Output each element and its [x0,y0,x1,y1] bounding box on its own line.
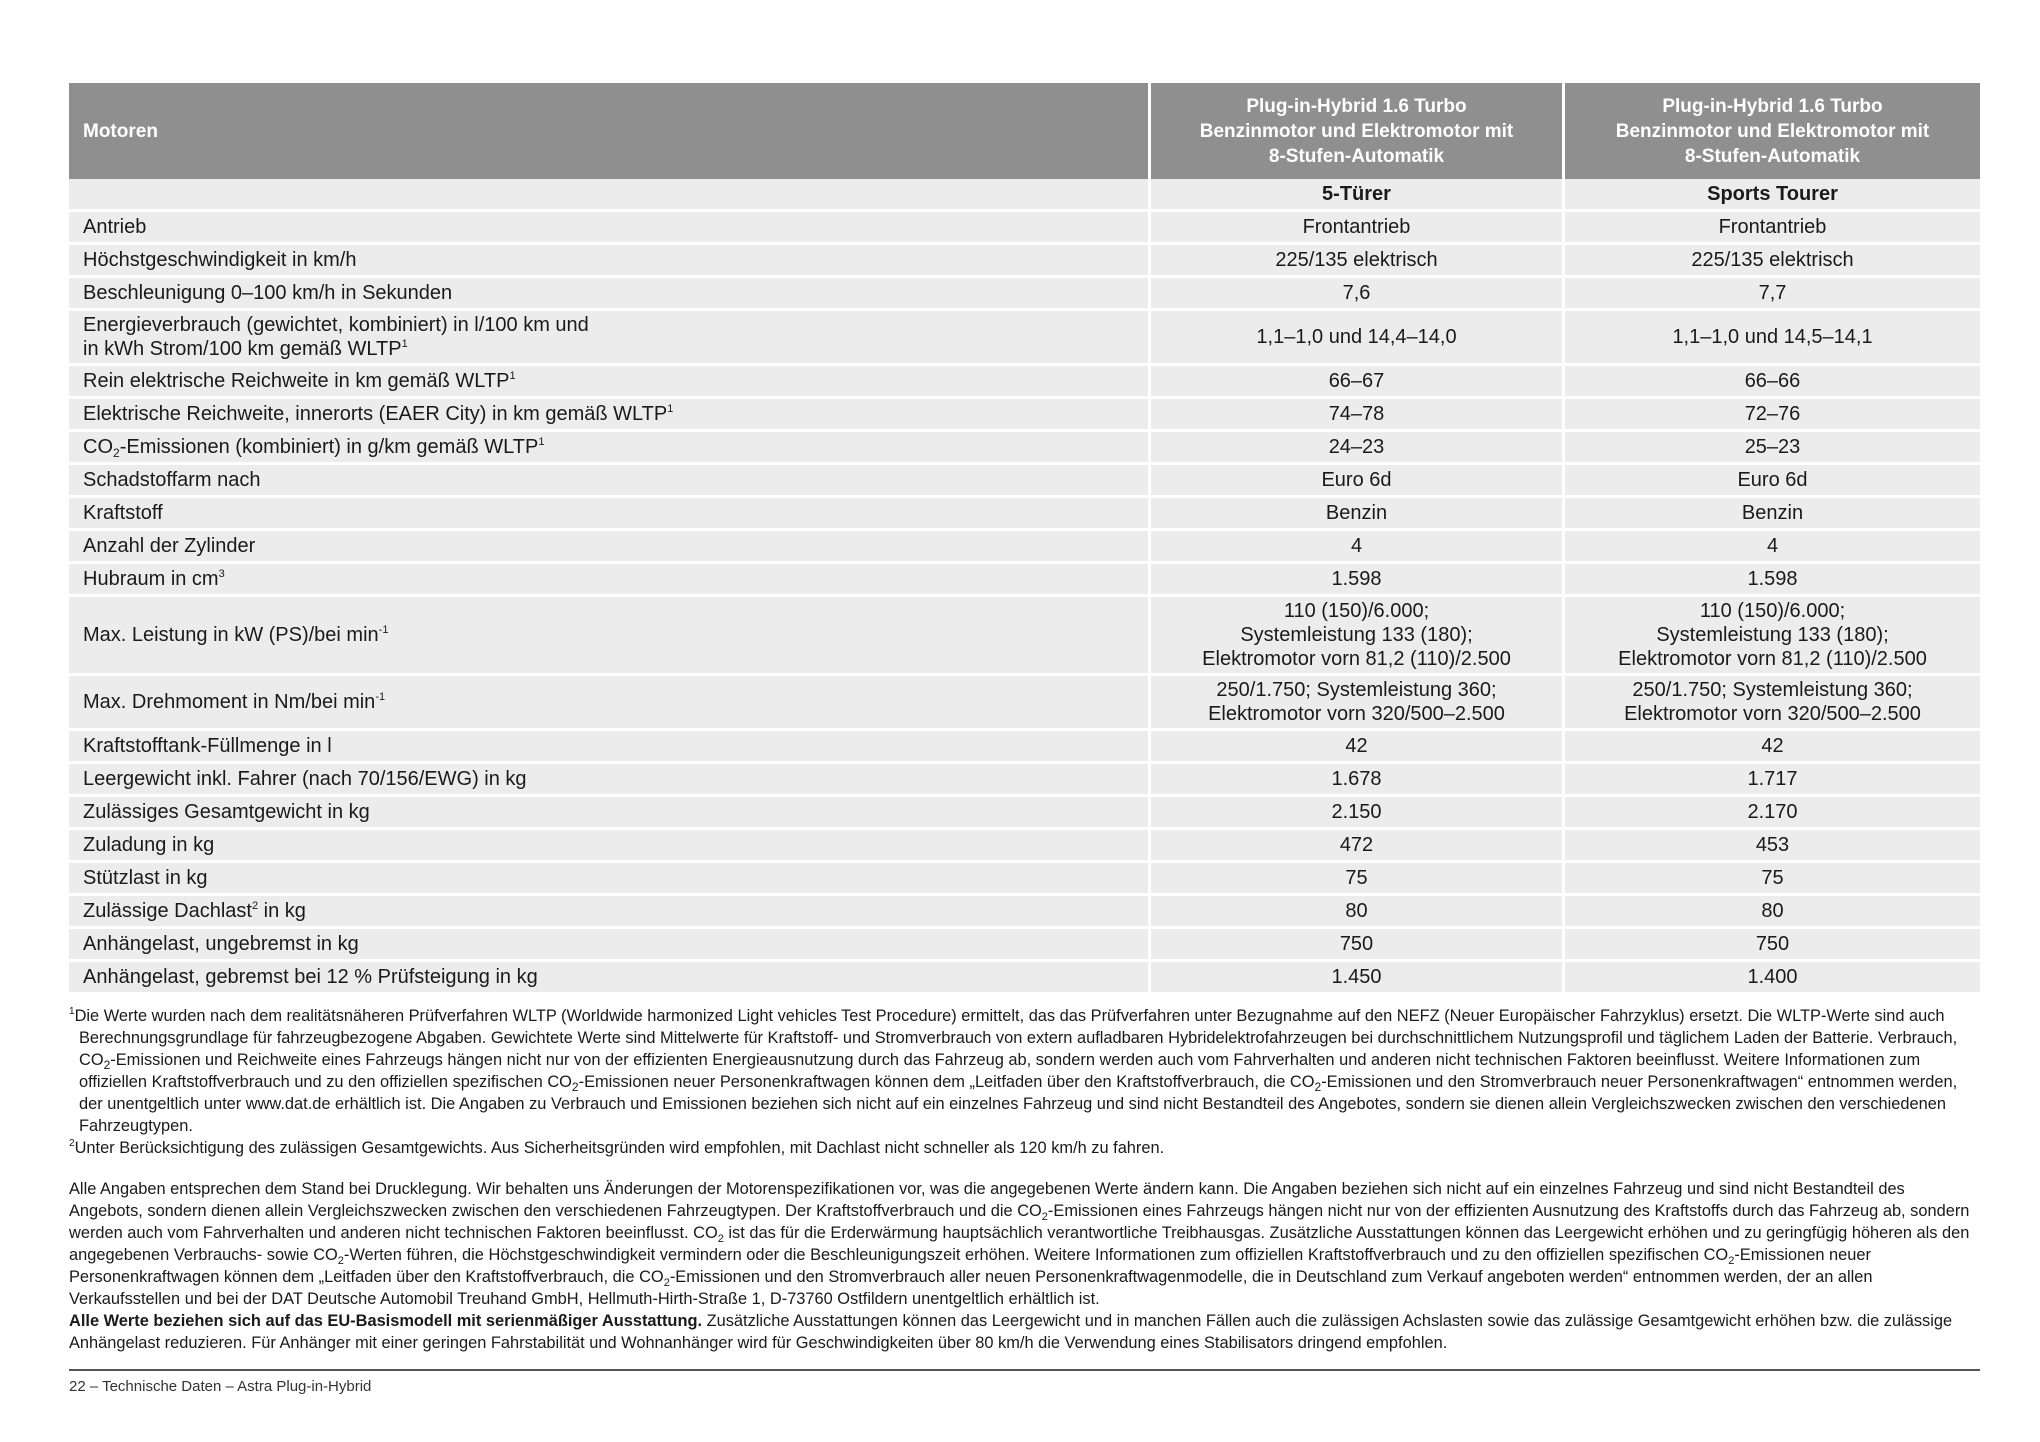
row-value-5-tuerer: 42 [1151,731,1565,764]
table-row [69,929,1980,962]
table-header-row [69,83,1980,179]
row-label: Max. Drehmoment in Nm/bei min$^{-1}$ [69,676,1151,731]
row-value-sports-tourer: 1,1–1,0 und 14,5–14,1 [1565,311,1980,366]
variant-sports-tourer: Sports Tourer [1565,179,1980,212]
row-label: Kraftstoff [69,498,1151,531]
row-value-sports-tourer: 66–66 [1565,366,1980,399]
row-value-5-tuerer: 250/1.750; Systemleistung 360; Elektromotor vorn 320/500–2.500 [1151,676,1565,731]
row-label: $CO_2$-Emissionen (kombiniert) in g/km gemäß WLTP$^1$ [69,432,1151,465]
variant-5-tuerer: 5-Türer [1151,179,1565,212]
row-label: Stützlast in kg [69,863,1151,896]
row-value-sports-tourer: 453 [1565,830,1980,863]
footnote-1: $^1$Die Werte wurden nach dem realitätsnäheren Prüfverfahren WLTP (Worldwide harmonized Light vehicles Test Procedure) ermittelt, das das Prüfverfahren unter Bezugnahme auf den NEFZ (Neuer Europäischer Fahrzyklus) ersetzt. Die WLTP-Werte sind auch Berechnungsgrundlage für fahrzeugbezogene Abgaben. Gewichtete Werte sind Mittelwerte für Kraftstoff- und Stromverbrauch von extern aufladbaren Hybridelektrofahrzeugen bei durchschnittlichem Nutzungsprofil und täglichem Laden der Batterie. Verbrauch, $CO_2$-Emissionen und Reichweite eines Fahrzeugs hängen nicht nur von der effizienten Energieausnutzung durch das Fahrzeug ab, sondern werden auch vom Fahrverhalten und anderen nicht technischen Faktoren beeinflusst. Weitere Informationen zum offiziellen Kraftstoffverbrauch und zu den offiziellen spezifischen $CO_2$-Emissionen neuer Personenkraftwagen können dem „Leitfaden über den Kraftstoffverbrauch, die $CO_2$-Emissionen und den Stromverbrauch neuer Personenkraftwagen“ entnommen werden, der unentgeltlich unter www.dat.de erhältlich ist. Die Angaben zu Verbrauch und Emissionen beziehen sich nicht auf ein einzelnes Fahrzeug und sind nicht Bestandteil des Angebotes, sondern sie dienen allein Vergleichszwecken zwischen den verschiedenen Fahrzeugtypen. [69,1006,1958,1135]
table-row [69,366,1980,399]
footer-divider [69,1369,1980,1371]
row-value-5-tuerer: 1,1–1,0 und 14,4–14,0 [1151,311,1565,366]
table-row [69,962,1980,995]
variant-row [69,179,1980,212]
row-label: Zuladung in kg [69,830,1151,863]
table-row [69,278,1980,311]
row-value-sports-tourer: Euro 6d [1565,465,1980,498]
row-value-5-tuerer: 75 [1151,863,1565,896]
table-row [69,498,1980,531]
table-row [69,399,1980,432]
row-value-sports-tourer: 1.598 [1565,564,1980,597]
header-engine-col-1: Plug-in-Hybrid 1.6 Turbo Benzinmotor und Elektromotor mit 8-Stufen-Automatik [1151,83,1565,179]
row-label: Zulässiges Gesamtgewicht in kg [69,797,1151,830]
table-row [69,564,1980,597]
row-label: Anzahl der Zylinder [69,531,1151,564]
row-label: Kraftstofftank-Füllmenge in l [69,731,1151,764]
row-label: Beschleunigung 0–100 km/h in Sekunden [69,278,1151,311]
header-label: Motoren [69,83,1151,179]
row-value-5-tuerer: 2.150 [1151,797,1565,830]
row-label: Hubraum in cm$^3$ [69,564,1151,597]
row-value-sports-tourer: 250/1.750; Systemleistung 360; Elektromotor vorn 320/500–2.500 [1565,676,1980,731]
table-row [69,676,1980,731]
row-value-5-tuerer: 472 [1151,830,1565,863]
row-value-sports-tourer: 110 (150)/6.000; Systemleistung 133 (180); Elektromotor vorn 81,2 (110)/2.500 [1565,597,1980,676]
row-label: Energieverbrauch (gewichtet, kombiniert) in l/100 km und in kWh Strom/100 km gemäß WLTP$^1$ [69,311,1151,366]
table-row [69,597,1980,676]
disclaimer-paragraph-2: Alle Werte beziehen sich auf das EU-Basismodell mit serienmäßiger Ausstattung. Zusätzliche Ausstattungen können das Leergewicht und in manchen Fällen auch die zulässigen Achslasten sowie das zulässige Gesamtgewicht erhöhen bzw. die zulässige Anhängelast reduzieren. Für Anhänger mit einer geringen Fahrstabilität und Wohnanhänger wird für Geschwindigkeiten über 80 km/h die Verwendung eines Stabilisators dringend empfohlen. [69,1312,1953,1352]
row-value-sports-tourer: 42 [1565,731,1980,764]
row-value-5-tuerer: Frontantrieb [1151,212,1565,245]
row-value-sports-tourer: 1.400 [1565,962,1980,995]
row-label: Schadstoffarm nach [69,465,1151,498]
row-value-sports-tourer: Frontantrieb [1565,212,1980,245]
table-row [69,764,1980,797]
page-footer: 22 – Technische Daten – Astra Plug-in-Hybrid [69,1378,372,1395]
row-value-5-tuerer: 4 [1151,531,1565,564]
row-value-5-tuerer: 7,6 [1151,278,1565,311]
row-value-sports-tourer: 750 [1565,929,1980,962]
table-row [69,311,1980,366]
row-value-5-tuerer: 74–78 [1151,399,1565,432]
row-value-5-tuerer: 225/135 elektrisch [1151,245,1565,278]
table-row [69,212,1980,245]
row-value-sports-tourer: 4 [1565,531,1980,564]
table-row [69,896,1980,929]
table-row [69,245,1980,278]
row-value-sports-tourer: 72–76 [1565,399,1980,432]
row-label: Antrieb [69,212,1151,245]
row-value-5-tuerer: 1.678 [1151,764,1565,797]
table-row [69,863,1980,896]
row-label: Max. Leistung in kW (PS)/bei min$^{-1}$ [69,597,1151,676]
row-value-sports-tourer: Benzin [1565,498,1980,531]
row-label: Anhängelast, ungebremst in kg [69,929,1151,962]
table-row [69,830,1980,863]
disclaimer [69,1178,1980,1354]
row-value-5-tuerer: 24–23 [1151,432,1565,465]
variant-blank-cell [69,179,1151,212]
row-label: Leergewicht inkl. Fahrer (nach 70/156/EWG) in kg [69,764,1151,797]
footnotes [69,1005,1980,1159]
row-value-5-tuerer: Benzin [1151,498,1565,531]
table-row [69,797,1980,830]
row-label: Zulässige Dachlast$^2$ in kg [69,896,1151,929]
row-value-sports-tourer: 75 [1565,863,1980,896]
disclaimer-paragraph-1: Alle Angaben entsprechen dem Stand bei Drucklegung. Wir behalten uns Änderungen der Motorenspezifikationen vor, was die angegebenen Werte ändern kann. Die Angaben beziehen sich nicht auf ein einzelnes Fahrzeug und sind nicht Bestandteil des Angebots, sondern dienen allein Vergleichszwecken zwischen den verschiedenen Fahrzeugtypen. Der Kraftstoffverbrauch und die $CO_2$-Emissionen eines Fahrzeugs hängen nicht nur von der effizienten Ausnutzung des Kraftstoffs durch das Fahrzeug ab, sondern werden auch vom Fahrverhalten und anderen nicht technischen Faktoren beeinflusst. $CO_2$ ist das für die Erderwärmung hauptsächlich verantwortliche Treibhausgas. Zusätzliche Ausstattungen können das Leergewicht erhöhen und zu geringfügig höheren als den angegebenen Verbrauchs- sowie $CO_2$-Werten führen, die Höchstgeschwindigkeit vermindern oder die Beschleunigungszeit erhöhen. Weitere Informationen zum offiziellen Kraftstoffverbrauch und zu den offiziellen spezifischen $CO_2$-Emissionen neuer Personenkraftwagen können dem „Leitfaden über den Kraftstoffverbrauch, die $CO_2$-Emissionen und den Stromverbrauch aller neuen Personenkraftwagenmodelle, die in Deutschland zum Verkauf angeboten werden“ entnommen werden, der an allen Verkaufsstellen und bei der DAT Deutsche Automobil Treuhand GmbH, Hellmuth-Hirth-Straße 1, D-73760 Ostfildern unentgeltlich erhältlich ist. [69,1180,1970,1308]
spec-page [69,83,1980,1354]
row-value-5-tuerer: 66–67 [1151,366,1565,399]
row-value-sports-tourer: 1.717 [1565,764,1980,797]
row-value-5-tuerer: 110 (150)/6.000; Systemleistung 133 (180); Elektromotor vorn 81,2 (110)/2.500 [1151,597,1565,676]
row-value-sports-tourer: 225/135 elektrisch [1565,245,1980,278]
row-value-5-tuerer: 750 [1151,929,1565,962]
row-value-5-tuerer: 80 [1151,896,1565,929]
row-value-5-tuerer: 1.450 [1151,962,1565,995]
table-row [69,432,1980,465]
row-label: Höchstgeschwindigkeit in km/h [69,245,1151,278]
table-row [69,531,1980,564]
header-engine-col-2: Plug-in-Hybrid 1.6 Turbo Benzinmotor und Elektromotor mit 8-Stufen-Automatik [1565,83,1980,179]
row-label: Elektrische Reichweite, innerorts (EAER City) in km gemäß WLTP$^1$ [69,399,1151,432]
row-value-sports-tourer: 25–23 [1565,432,1980,465]
footnote-2: $^2$Unter Berücksichtigung des zulässigen Gesamtgewichts. Aus Sicherheitsgründen wird empfohlen, mit Dachlast nicht schneller als 120 km/h zu fahren. [69,1138,1165,1157]
table-row [69,465,1980,498]
row-value-sports-tourer: 2.170 [1565,797,1980,830]
row-value-sports-tourer: 7,7 [1565,278,1980,311]
engine-spec-table [69,83,1980,995]
row-value-5-tuerer: Euro 6d [1151,465,1565,498]
table-row [69,731,1980,764]
row-value-sports-tourer: 80 [1565,896,1980,929]
row-value-5-tuerer: 1.598 [1151,564,1565,597]
row-label: Rein elektrische Reichweite in km gemäß WLTP$^1$ [69,366,1151,399]
row-label: Anhängelast, gebremst bei 12 % Prüfsteigung in kg [69,962,1151,995]
